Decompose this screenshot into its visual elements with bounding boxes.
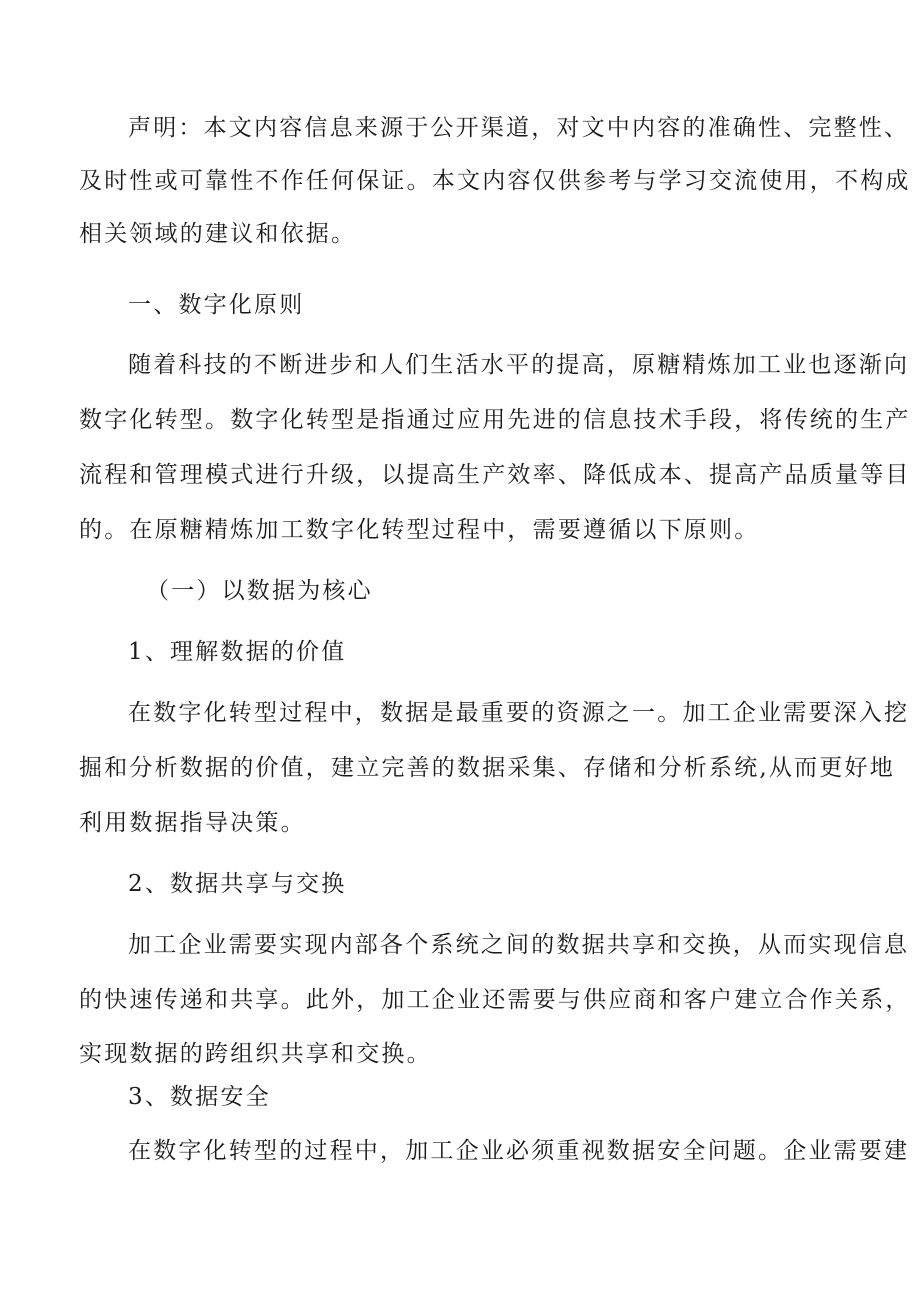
item-1-heading: 1、理解数据的价值 — [128, 639, 347, 665]
section-heading: 一、数字化原则 — [128, 292, 305, 318]
item-1-line-2: 掘和分析数据的价值，建立完善的数据采集、存储和分析系统,从而更好地 — [79, 755, 895, 781]
intro-line-2: 数字化转型。数字化转型是指通过应用先进的信息技术手段，将传统的生产 — [79, 407, 911, 433]
item-3-heading: 3、数据安全 — [128, 1084, 271, 1110]
item-2-line-1: 加工企业需要实现内部各个系统之间的数据共享和交换，从而实现信息 — [128, 932, 910, 958]
item-2-line-2: 的快速传递和共享。此外，加工企业还需要与供应商和客户建立合作关系， — [79, 987, 911, 1013]
item-1-line-3: 利用数据指导决策。 — [79, 810, 306, 836]
item-2-heading: 2、数据共享与交换 — [128, 871, 347, 897]
disclaimer-line-1: 声明：本文内容信息来源于公开渠道，对文中内容的准确性、完整性、 — [128, 115, 910, 141]
item-3-line-1: 在数字化转型的过程中，加工企业必须重视数据安全问题。企业需要建 — [128, 1138, 910, 1164]
disclaimer-line-3: 相关领域的建议和依据。 — [79, 221, 357, 247]
intro-line-4: 的。在原糖精炼加工数字化转型过程中，需要遵循以下原则。 — [79, 517, 760, 543]
item-2-line-3: 实现数据的跨组织共享和交换。 — [79, 1041, 432, 1067]
subsection-heading: （一）以数据为核心 — [146, 578, 373, 604]
item-1-line-1: 在数字化转型过程中，数据是最重要的资源之一。加工企业需要深入挖 — [128, 700, 910, 726]
disclaimer-line-2: 及时性或可靠性不作任何保证。本文内容仅供参考与学习交流使用，不构成 — [79, 168, 911, 194]
intro-line-1: 随着科技的不断进步和人们生活水平的提高，原糖精炼加工业也逐渐向 — [128, 352, 910, 378]
intro-line-3: 流程和管理模式进行升级，以提高生产效率、降低成本、提高产品质量等目 — [79, 462, 911, 488]
